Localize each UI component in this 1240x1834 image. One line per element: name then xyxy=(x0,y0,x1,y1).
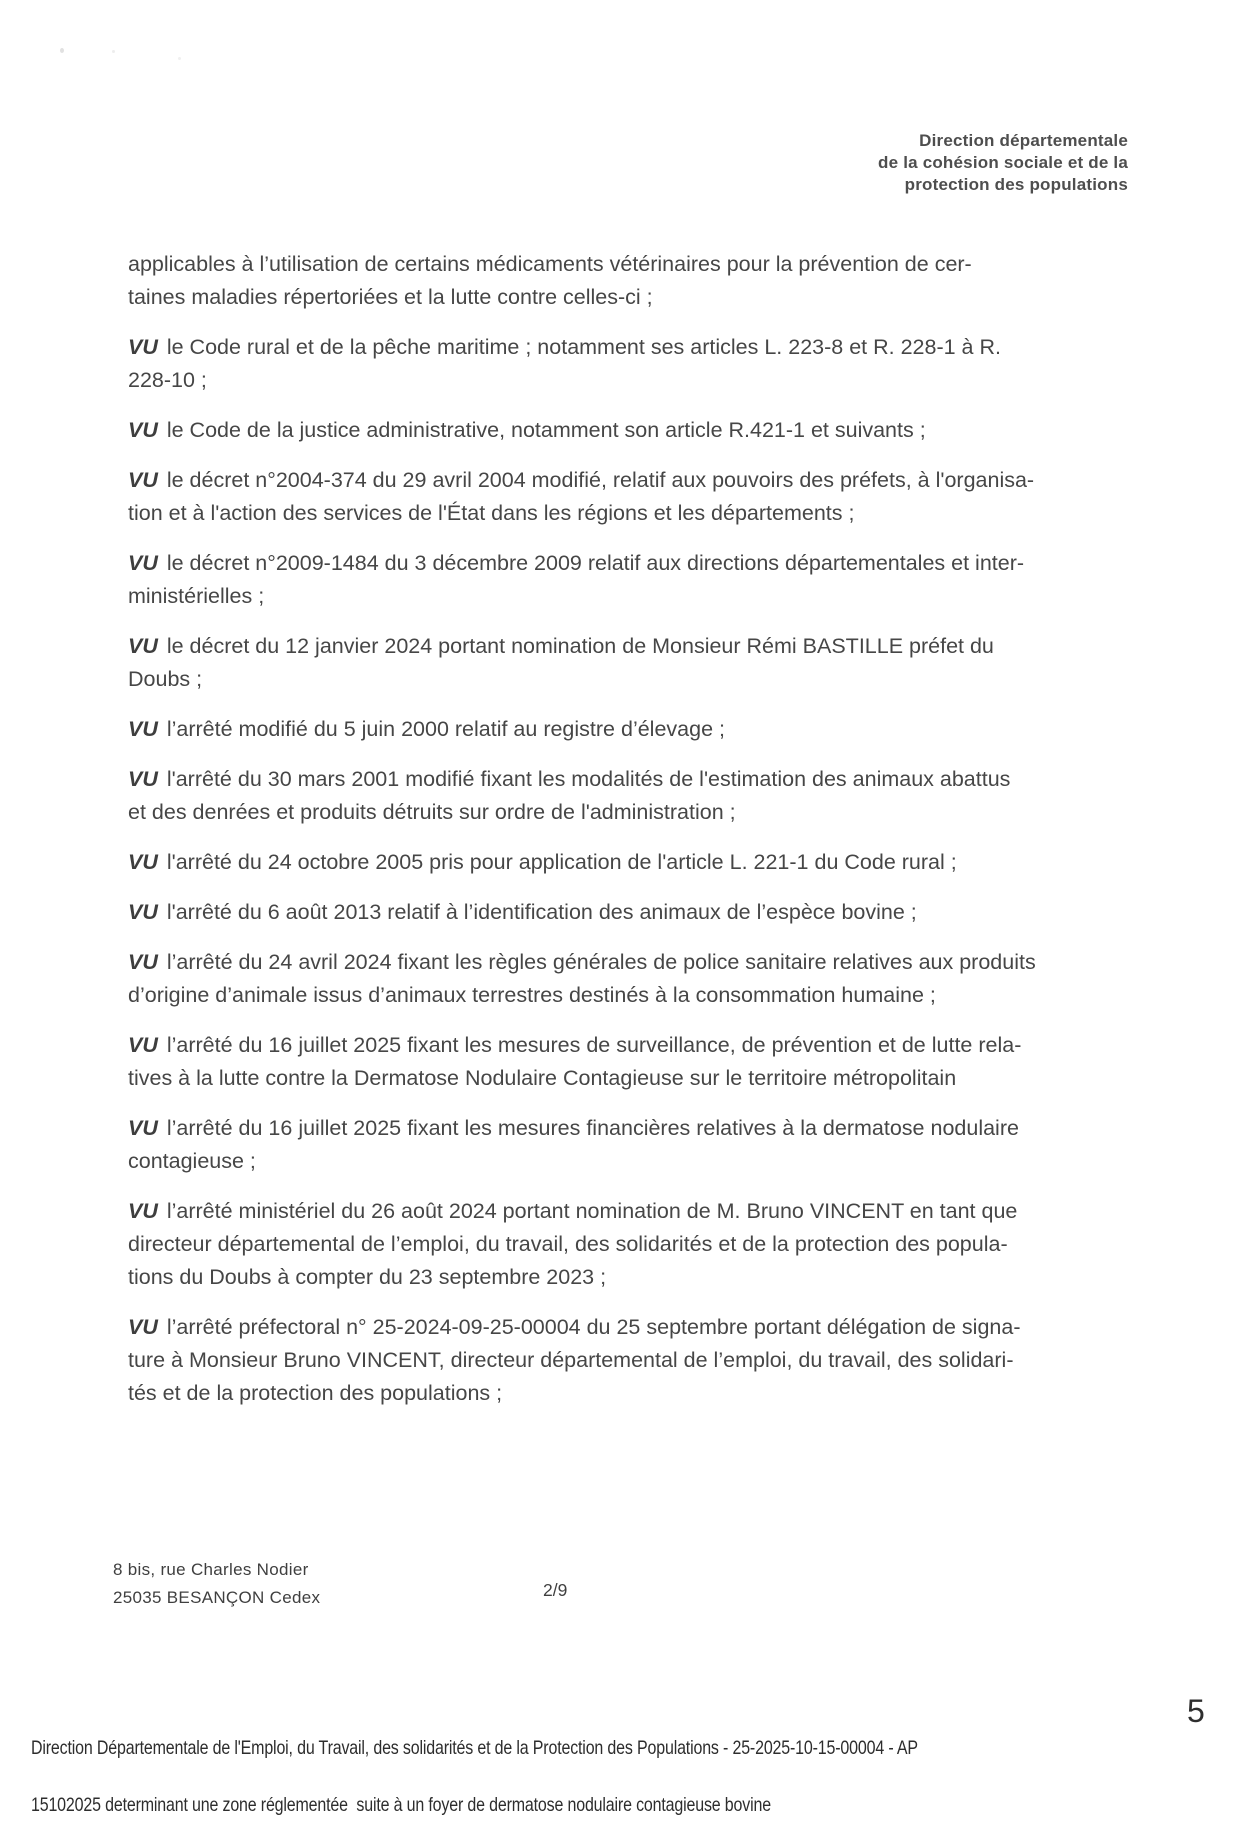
paragraph xyxy=(128,414,1118,447)
vu-paragraphs xyxy=(128,248,1118,1427)
paragraph-line: VU l’arrêté du 24 avril 2024 fixant les règles générales de police sanitaire relatives aux produits xyxy=(128,950,1036,974)
paragraph xyxy=(128,896,1118,929)
paragraph-line: Doubs ; xyxy=(128,667,203,691)
vu-marker: VU xyxy=(128,1033,158,1057)
paragraph-line: VU l'arrêté du 24 octobre 2005 pris pour application de l'article L. 221-1 du Code rural ; xyxy=(128,850,957,874)
paragraph xyxy=(128,1195,1118,1294)
paragraph-line: VU l’arrêté du 16 juillet 2025 fixant les mesures de surveillance, de prévention et de lutte rela- xyxy=(128,1033,1022,1057)
paragraph-line: VU l’arrêté préfectoral n° 25-2024-09-25-00004 du 25 septembre portant délégation de signa- xyxy=(128,1315,1021,1339)
vu-marker: VU xyxy=(128,1199,158,1223)
footer-address-line-1: 8 bis, rue Charles Nodier xyxy=(113,1560,309,1579)
paragraph-line: et des denrées et produits détruits sur ordre de l'administration ; xyxy=(128,800,736,824)
vu-marker: VU xyxy=(128,634,158,658)
paragraph xyxy=(128,547,1118,613)
letterhead xyxy=(878,130,1128,196)
paragraph-line: tions du Doubs à compter du 23 septembre 2023 ; xyxy=(128,1265,607,1289)
page-indicator: 2/9 xyxy=(543,1580,568,1600)
paragraph xyxy=(128,1029,1118,1095)
paragraph xyxy=(128,464,1118,530)
paragraph-line: 228-10 ; xyxy=(128,368,207,392)
vu-marker: VU xyxy=(128,900,158,924)
paragraph-line: VU l’arrêté ministériel du 26 août 2024 portant nomination de M. Bruno VINCENT en tant que xyxy=(128,1199,1018,1223)
letterhead-line-1: Direction départementale xyxy=(919,131,1128,150)
scan-speck xyxy=(112,50,115,53)
paragraph-line: VU le Code de la justice administrative, notamment son article R.421-1 et suivants ; xyxy=(128,418,926,442)
paragraph-line: VU l’arrêté du 16 juillet 2025 fixant les mesures financières relatives à la dermatose nodulaire xyxy=(128,1116,1019,1140)
vu-marker: VU xyxy=(128,551,158,575)
paragraph xyxy=(128,846,1118,879)
paragraph-line: tives à la lutte contre la Dermatose Nodulaire Contagieuse sur le territoire métropolitain xyxy=(128,1066,957,1090)
vu-marker: VU xyxy=(128,418,158,442)
paragraph xyxy=(128,331,1118,397)
paragraph-line: ture à Monsieur Bruno VINCENT, directeur départemental de l’emploi, du travail, des solidari- xyxy=(128,1348,1014,1372)
paragraph-line: contagieuse ; xyxy=(128,1149,256,1173)
scan-speck xyxy=(60,48,64,53)
paragraph-line: tion et à l'action des services de l'État dans les régions et les départements ; xyxy=(128,501,855,525)
paragraph xyxy=(128,763,1118,829)
vu-marker: VU xyxy=(128,335,158,359)
raa-page-number: 5 xyxy=(1187,1693,1205,1729)
paragraph xyxy=(128,1112,1118,1178)
bottom-registry-line-2: 15102025 determinant une zone réglementée suite à un foyer de dermatose nodulaire contagieuse bovine xyxy=(31,1794,771,1816)
paragraph xyxy=(128,248,1118,314)
bottom-registry-caption xyxy=(31,1701,918,1834)
scan-speck xyxy=(178,57,181,60)
vu-marker: VU xyxy=(128,850,158,874)
paragraph xyxy=(128,946,1118,1012)
letterhead-line-3: protection des populations xyxy=(904,175,1128,194)
vu-marker: VU xyxy=(128,468,158,492)
footer-address xyxy=(113,1556,320,1612)
paragraph xyxy=(128,1311,1118,1410)
bottom-registry-line-1: Direction Départementale de l'Emploi, du Travail, des solidarités et de la Protection des Populations - 25-2025-10-15-00004 - AP xyxy=(31,1737,918,1759)
paragraph-line: tés et de la protection des populations ; xyxy=(128,1381,503,1405)
paragraph-line: taines maladies répertoriées et la lutte contre celles-ci ; xyxy=(128,285,653,309)
paragraph-line: d’origine d’animale issus d’animaux terrestres destinés à la consommation humaine ; xyxy=(128,983,936,1007)
paragraph-line: VU le décret n°2004-374 du 29 avril 2004 modifié, relatif aux pouvoirs des préfets, à l'organisa- xyxy=(128,468,1035,492)
paragraph-line: VU le décret du 12 janvier 2024 portant nomination de Monsieur Rémi BASTILLE préfet du xyxy=(128,634,994,658)
vu-marker: VU xyxy=(128,1116,158,1140)
paragraph-line: VU l’arrêté modifié du 5 juin 2000 relatif au registre d’élevage ; xyxy=(128,717,725,741)
vu-marker: VU xyxy=(128,1315,158,1339)
paragraph-line: directeur départemental de l’emploi, du travail, des solidarités et de la protection des popula- xyxy=(128,1232,1008,1256)
paragraph-line: VU le décret n°2009-1484 du 3 décembre 2009 relatif aux directions départementales et inter- xyxy=(128,551,1025,575)
vu-marker: VU xyxy=(128,767,158,791)
paragraph-line: VU l'arrêté du 30 mars 2001 modifié fixant les modalités de l'estimation des animaux abattus xyxy=(128,767,1011,791)
paragraph xyxy=(128,713,1118,746)
paragraph-line: VU le Code rural et de la pêche maritime ; notamment ses articles L. 223-8 et R. 228-1 à R. xyxy=(128,335,1001,359)
vu-marker: VU xyxy=(128,717,158,741)
paragraph xyxy=(128,630,1118,696)
footer-address-line-2: 25035 BESANÇON Cedex xyxy=(113,1588,321,1607)
vu-marker: VU xyxy=(128,950,158,974)
paragraph-line: applicables à l’utilisation de certains médicaments vétérinaires pour la prévention de cer- xyxy=(128,252,972,276)
paragraph-line: ministérielles ; xyxy=(128,584,265,608)
paragraph-line: VU l'arrêté du 6 août 2013 relatif à l’identification des animaux de l’espèce bovine ; xyxy=(128,900,917,924)
letterhead-line-2: de la cohésion sociale et de la xyxy=(878,153,1128,172)
